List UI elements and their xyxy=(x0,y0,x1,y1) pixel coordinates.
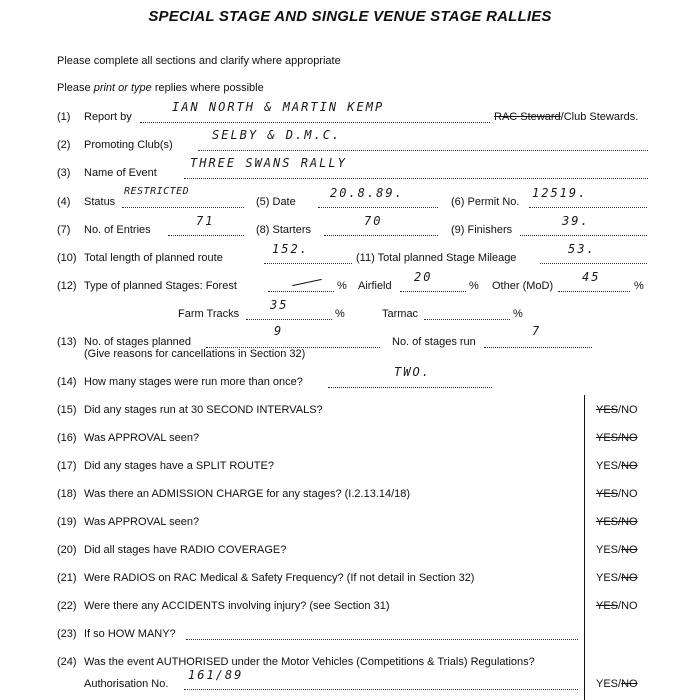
cancellation-note: (Give reasons for cancellations in Section 32) xyxy=(84,348,306,360)
stages-run-label: No. of stages run xyxy=(392,336,476,348)
other-mod-label: Other (MoD) xyxy=(492,280,554,292)
item-number: (20) xyxy=(57,544,77,556)
tarmac-dots xyxy=(424,310,510,320)
farm-tracks-dots xyxy=(246,310,332,320)
q18-answer: YES/NO xyxy=(596,488,638,500)
stages-run-value: 7 xyxy=(532,324,542,338)
entries-value: 71 xyxy=(196,214,215,228)
authorisation-value: 161/89 xyxy=(188,668,244,682)
q16-answer: YES/NO xyxy=(596,432,638,444)
q19-answer: YES/NO xyxy=(596,516,638,528)
status-label: Status xyxy=(84,196,116,208)
event-name-value: THREE SWANS RALLY xyxy=(190,156,347,170)
q17-answer: YES/NO xyxy=(596,460,638,472)
q18-text: Was there an ADMISSION CHARGE for any stages? (I.2.13.14/18) xyxy=(84,488,411,500)
stage-mileage-label: (11) Total planned Stage Mileage xyxy=(356,252,517,264)
instruction-print: Please print or type replies where possible xyxy=(57,82,264,94)
percent-sign: % xyxy=(337,280,347,292)
tarmac-label: Tarmac xyxy=(382,308,419,320)
starters-value: 70 xyxy=(364,214,383,228)
item-number: (12) xyxy=(57,280,77,292)
item-number: (18) xyxy=(57,488,77,500)
promoting-club-value: SELBY & D.M.C. xyxy=(212,128,342,142)
route-length-label: Total length of planned route xyxy=(84,252,223,264)
q15-answer: YES/NO xyxy=(596,404,638,416)
q17-text: Did any stages have a SPLIT ROUTE? xyxy=(84,460,274,472)
percent-sign: % xyxy=(335,308,345,320)
item-number: (23) xyxy=(57,628,77,640)
q24-text: Was the event AUTHORISED under the Motor Vehicles (Competitions & Trials) Regulations? xyxy=(84,656,535,668)
q22-answer: YES/NO xyxy=(596,600,638,612)
stage-types-label: Type of planned Stages: Forest xyxy=(84,280,237,292)
item-number: (22) xyxy=(57,600,77,612)
promoting-club-dots xyxy=(198,141,648,151)
stages-repeated-dots xyxy=(328,378,492,388)
q19-text: Was APPROVAL seen? xyxy=(84,516,200,528)
item-number: (4) xyxy=(57,196,71,208)
q23-text: If so HOW MANY? xyxy=(84,628,176,640)
item-number: (17) xyxy=(57,460,77,472)
status-value: RESTRICTED xyxy=(124,186,190,197)
date-value: 20.8.89. xyxy=(330,186,404,200)
answer-column-divider xyxy=(584,395,585,700)
item-number: (1) xyxy=(57,111,71,123)
authorisation-label: Authorisation No. xyxy=(84,678,169,690)
instruction-complete: Please complete all sections and clarify where appropriate xyxy=(57,55,341,67)
rac-steward-label: RAC Steward/Club Stewards. xyxy=(494,111,639,123)
q21-answer: YES/NO xyxy=(596,572,638,584)
event-name-label: Name of Event xyxy=(84,167,157,179)
permit-label: (6) Permit No. xyxy=(451,196,520,208)
q22-text: Were there any ACCIDENTS involving injury? (see Section 31) xyxy=(84,600,390,612)
farm-tracks-label: Farm Tracks xyxy=(178,308,240,320)
date-label: (5) Date xyxy=(256,196,296,208)
entries-label: No. of Entries xyxy=(84,224,151,236)
route-length-value: 152. xyxy=(272,242,309,256)
q15-text: Did any stages run at 30 SECOND INTERVALS? xyxy=(84,404,323,416)
stages-planned-label: No. of stages planned xyxy=(84,336,192,348)
item-number: (2) xyxy=(57,139,71,151)
stage-mileage-value: 53. xyxy=(568,242,596,256)
item-number: (3) xyxy=(57,167,71,179)
finishers-label: (9) Finishers xyxy=(451,224,513,236)
item-number: (16) xyxy=(57,432,77,444)
q16-text: Was APPROVAL seen? xyxy=(84,432,200,444)
stages-run-dots xyxy=(484,338,592,348)
stages-repeated-value: TWO. xyxy=(394,365,431,379)
q20-answer: YES/NO xyxy=(596,544,638,556)
event-name-dots xyxy=(184,169,648,179)
q23-dots xyxy=(186,630,578,640)
item-number: (10) xyxy=(57,252,77,264)
percent-sign: % xyxy=(634,280,644,292)
permit-value: 12519. xyxy=(532,186,588,200)
finishers-value: 39. xyxy=(562,214,590,228)
airfield-value: 20 xyxy=(414,270,433,284)
item-number: (19) xyxy=(57,516,77,528)
q24-answer: YES/NO xyxy=(596,678,638,690)
q21-text: Were RADIOS on RAC Medical & Safety Frequency? (If not detail in Section 32) xyxy=(84,572,475,584)
item-number: (7) xyxy=(57,224,71,236)
report-by-value: IAN NORTH & MARTIN KEMP xyxy=(172,100,385,114)
stages-planned-value: 9 xyxy=(274,324,284,338)
page-title: SPECIAL STAGE AND SINGLE VENUE STAGE RALLIES xyxy=(148,8,552,25)
stages-planned-dots xyxy=(206,338,380,348)
stages-repeated-label: How many stages were run more than once? xyxy=(84,376,303,388)
starters-label: (8) Starters xyxy=(256,224,312,236)
report-by-label: Report by xyxy=(84,111,132,123)
status-dots xyxy=(122,198,244,208)
report-by-dots xyxy=(140,113,490,123)
item-number: (24) xyxy=(57,656,77,668)
promoting-club-label: Promoting Club(s) xyxy=(84,139,173,151)
other-mod-value: 45 xyxy=(582,270,601,284)
q20-text: Did all stages have RADIO COVERAGE? xyxy=(84,544,287,556)
percent-sign: % xyxy=(469,280,479,292)
item-number: (15) xyxy=(57,404,77,416)
farm-tracks-value: 35 xyxy=(270,298,289,312)
item-number: (21) xyxy=(57,572,77,584)
item-number: (13) xyxy=(57,336,77,348)
percent-sign: % xyxy=(513,308,523,320)
airfield-label: Airfield xyxy=(358,280,392,292)
item-number: (14) xyxy=(57,376,77,388)
airfield-dots xyxy=(400,282,466,292)
